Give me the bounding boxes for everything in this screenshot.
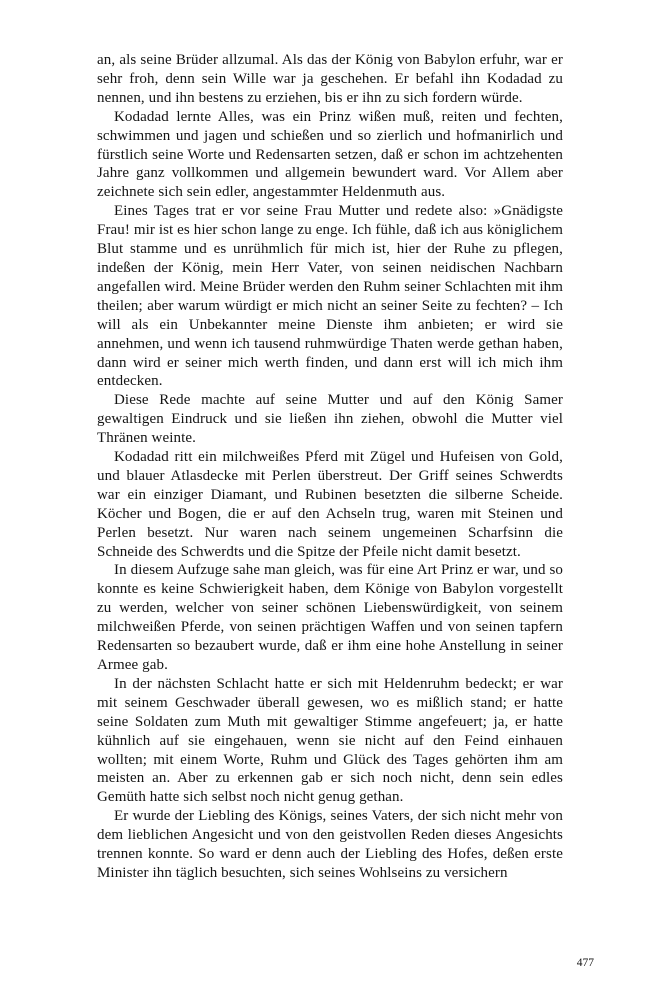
paragraph: Eines Tages trat er vor seine Frau Mutter und redete also: »Gnädigste Frau! mir ist es hier schon lange zu enge. Ich fühle, daß ich aus königlichem Blut stamme und es unrühmlich für mich ist, hier der Ruhe zu pflegen, indeßen der König, mein Herr Vater, von seinen neidischen Nachbarn angefallen wird. Meine Brüder werden den Ruhm seiner Schlachten mit ihm theilen; aber warum würdigt er mich nicht an seiner Seite zu fechten? – Ich will als ein Unbekannter meine Dienste ihm anbieten; er wird sie annehmen, und wenn ich tausend ruhmwürdige Thaten werde gethan haben, dann wird er seiner mich werth finden, und dann erst will ich mich ihm entdecken. [97, 203, 563, 390]
paragraph: Er wurde der Liebling des Königs, seines Vaters, der sich nicht mehr von dem lieblichen Angesicht und von den geistvollen Reden dieses Angesichts trennen konnte. So ward er denn auch der Liebling des Hofes, deßen erste Minister ihn täglich besuchten, sich seines Wohlseins zu versichern [97, 808, 563, 881]
paragraph: In diesem Aufzuge sahe man gleich, was für eine Art Prinz er war, und so konnte es keine Schwierigkeit haben, dem Könige von Babylon vorgestellt zu werden, welcher von seiner schönen Liebenswürdigkeit, von seinem milchweißen Pferde, von seinen prächtigen Waffen und von seinen tapfern Redensarten so bezaubert wurde, daß er ihm eine hohe Anstellung in seiner Armee gab. [97, 562, 563, 673]
page-number: 477 [576, 957, 594, 969]
paragraph: Kodadad ritt ein milchweißes Pferd mit Zügel und Hufeisen von Gold, und blauer Atlasdecke mit Perlen überstreut. Der Griff seines Schwerdts war ein einziger Diamant, und Rubinen besetzten die silberne Scheide. Köcher und Bogen, die er auf den Achseln trug, waren mit Steinen und Perlen besetzt. Nur waren nach seinem ungemeinen Scharfsinn die Schneide des Schwerdts und die Spitze der Pfeile nicht damit besetzt. [97, 449, 563, 560]
paragraph-continuation: an, als seine Brüder allzumal. Als das der König von Babylon erfuhr, war er sehr froh, denn sein Wille war ja geschehen. Er befahl ihn Kodadad zu nennen, und ihn bestens zu erziehen, bis er ihn zu sich fordern würde. [97, 52, 563, 106]
paragraph: Diese Rede machte auf seine Mutter und auf den König Samer gewaltigen Eindruck und sie ließen ihn ziehen, obwohl die Mutter viel Thränen weinte. [97, 392, 563, 447]
paragraph: Kodadad lernte Alles, was ein Prinz wißen muß, reiten und fechten, schwimmen und jagen und schießen und so zierlich und hofmanirlich und fürstlich seine Worte und Redensarten setzen, daß er schon im achtzehenten Jahre ganz vollkommen und allgemein bewundert ward. Vor Allem aber zeichnete sich sein edler, angestammter Heldenmuth aus. [97, 108, 563, 201]
paragraph: In der nächsten Schlacht hatte er sich mit Heldenruhm bedeckt; er war mit seinem Geschwader überall gewesen, wo es mißlich stand; er hatte seine Soldaten zum Muth mit gewaltiger Stimme angefeuert; ja, er hatte kühnlich auf sie eingehauen, wenn sie nicht auf den Feind einhauen wollten; mit einem Worte, Ruhm und Glück des Tages gehörten ihm am meisten an. Aber zu erkennen gab er sich noch nicht, denn sein edles Gemüth hatte sich selbst noch nicht genug gethan. [97, 675, 563, 806]
text-block [97, 51, 563, 883]
